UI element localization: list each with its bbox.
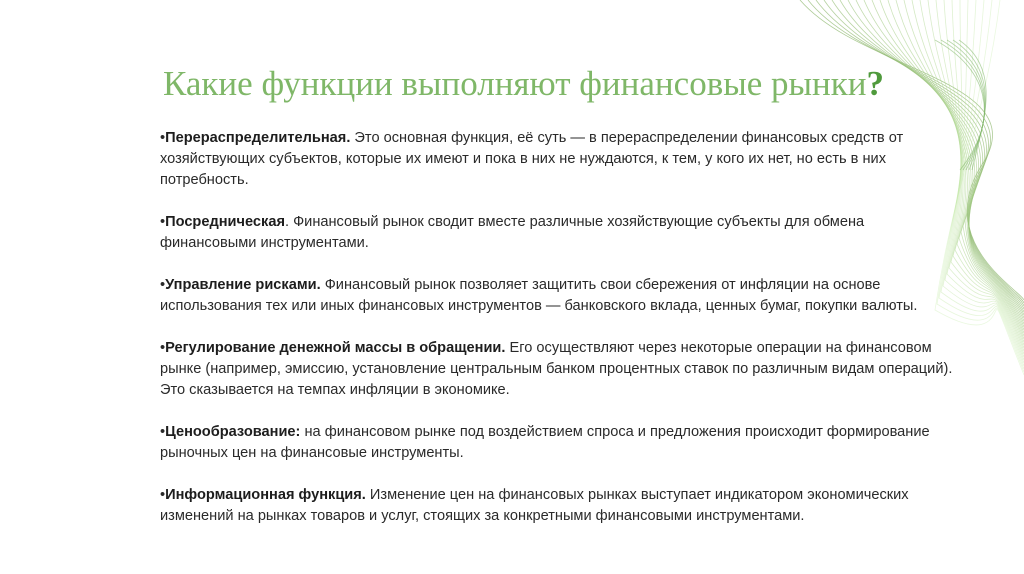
item-text: Его осуществляют через некоторые операции на финансовом рынке (например, эмиссию, установление центральным банком процентных ставок по различным видам операций). Это сказывается на темпах инфляции в экономике. (160, 340, 953, 398)
item-text: Изменение цен на финансовых рынках выступает индикатором экономических изменений на рынках товаров и услуг, стоящих за конкретными финансовыми инструментами. (160, 487, 909, 524)
title-question-mark: ? (866, 64, 885, 103)
wave-accent-line (959, 40, 986, 170)
list-item (160, 485, 960, 527)
item-heading: Ценообразование: (165, 424, 301, 440)
item-heading: Перераспределительная. (165, 130, 351, 146)
list-item (160, 128, 960, 191)
item-text: Финансовый рынок позволяет защитить свои сбережения от инфляции на основе использования тех или иных финансовых инструментов — банковского вклада, ценных бумаг, покупки валюты. (160, 277, 918, 314)
bullet: • (160, 214, 166, 230)
functions-list (160, 128, 960, 548)
item-text: . Финансовый рынок сводит вместе различные хозяйствующие субъекты для обмена финансовыми инструментами. (160, 214, 865, 251)
item-heading: Информационная функция. (165, 487, 366, 503)
bullet: • (160, 424, 166, 440)
item-heading: Управление рисками. (165, 277, 321, 293)
bullet: • (160, 487, 166, 503)
bullet: • (160, 130, 166, 146)
list-item (160, 212, 960, 254)
slide-title-text: Какие функции выполняют финансовые рынки (163, 64, 867, 103)
item-text: Это основная функция, её суть — в перераспределении финансовых средств от хозяйствующих субъектов, которые их имеют и пока в них не нуждаются, к тем, у кого их нет, но есть в них потребность. (160, 130, 904, 188)
item-text: на финансовом рынке под воздействием спроса и предложения происходит формирование рыночных цен на финансовые инструменты. (160, 424, 930, 461)
item-heading: Посредническая (165, 214, 285, 230)
slide-title (163, 62, 884, 106)
list-item (160, 422, 960, 464)
item-heading: Регулирование денежной массы в обращении. (165, 340, 506, 356)
list-item (160, 338, 960, 401)
bullet: • (160, 340, 166, 356)
bullet: • (160, 277, 166, 293)
list-item (160, 275, 960, 317)
